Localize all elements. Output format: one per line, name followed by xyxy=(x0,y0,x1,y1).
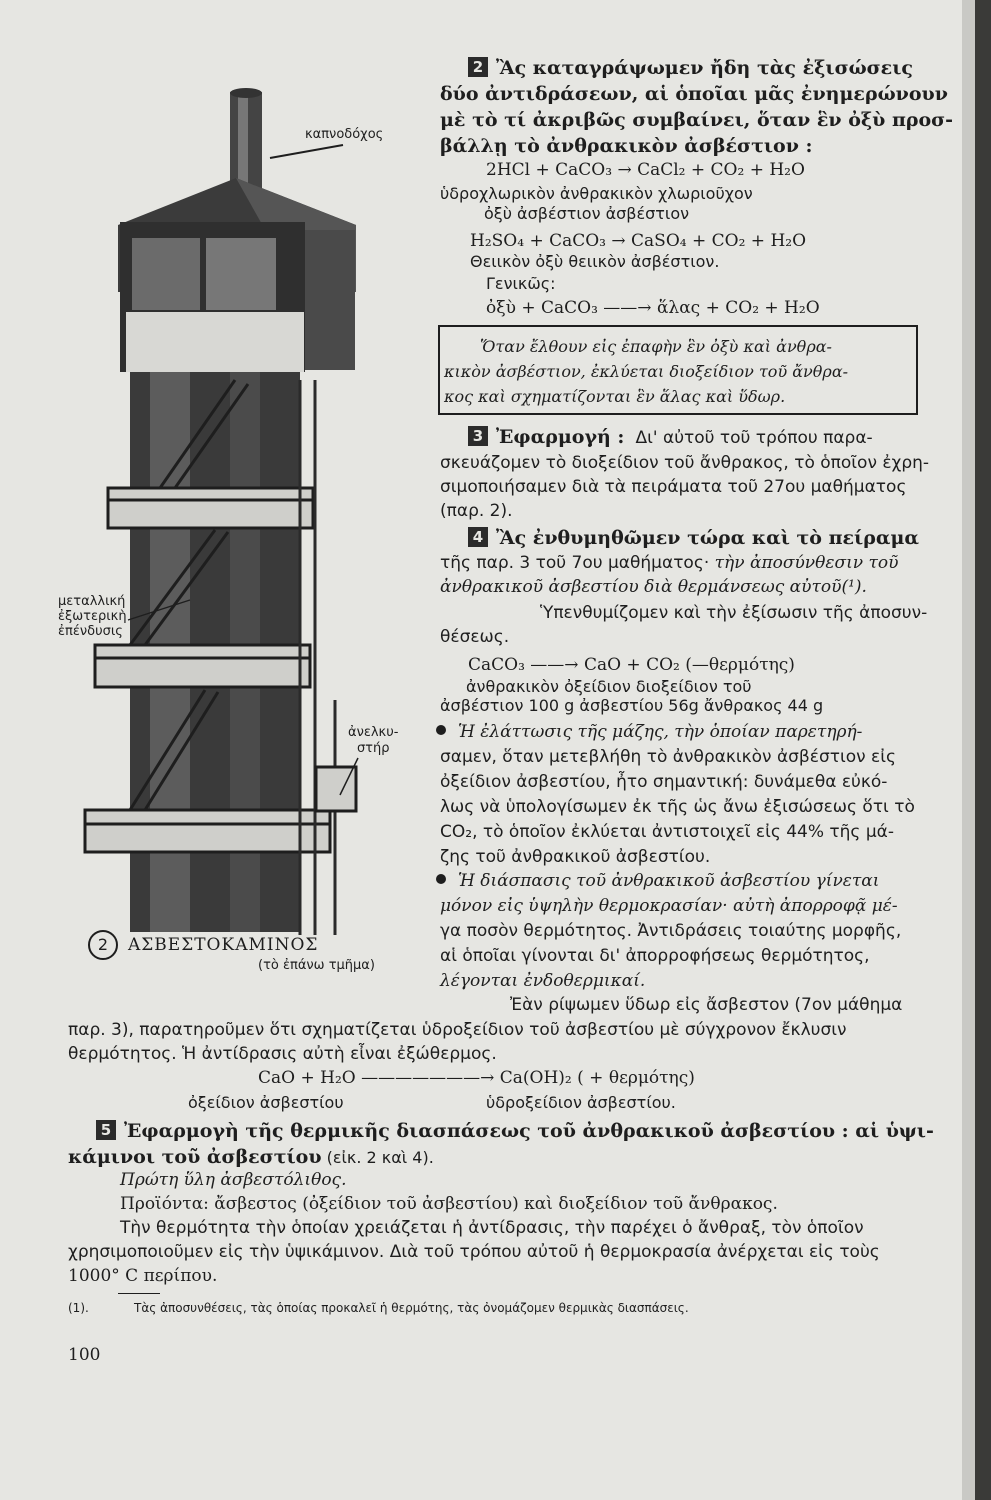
footnote-mark: (1). xyxy=(68,1301,89,1315)
label-chimney: καπνοδόχος xyxy=(305,127,384,142)
figure-subcaption: (τὸ ἐπάνω τμῆμα) xyxy=(258,958,375,973)
lime-kiln-illustration xyxy=(0,0,430,960)
raw-material: Πρώτη ὕλη ἀσβεστόλιθος. xyxy=(120,1170,347,1190)
equation-decomposition-label-2: ἀσβέστιον 100 g ἀσβεστίου 56g ἄνθρακος 44 g xyxy=(440,696,824,715)
footnote-text: Τὰς ἀποσυνθέσεις, τὰς ὁποίας προκαλεῖ ἡ θερμότης, τὰς ὀνομάζομεν θερμικὰς διασπάσεις. xyxy=(134,1301,689,1315)
section-4-heading: 4 Ἂς ἐνθυμηθῶμεν τώρα καὶ τὸ πείραμα xyxy=(468,527,919,549)
section-4-line-1: τῆς παρ. 3 τοῦ 7ου μαθήματος· τὴν ἀποσύνθεσιν τοῦ xyxy=(440,553,899,573)
page-edge-shadow xyxy=(962,0,975,1500)
section-2-intro: 2 Ἂς καταγράψωμεν ἤδη τὰς ἐξισώσεις xyxy=(468,55,913,81)
section-5-number: 5 xyxy=(96,1120,116,1140)
section-2-number: 2 xyxy=(468,57,488,77)
section-5-paragraph-3: 1000° C περίπου. xyxy=(68,1266,218,1286)
balcony-2 xyxy=(95,645,310,687)
footnote-rule xyxy=(118,1293,160,1294)
bullet-dot xyxy=(436,725,446,735)
figure-number: 2 xyxy=(88,930,118,960)
summary-box-text-cont: κικὸν ἀσβέστιον, ἐκλύεται διοξείδιον τοῦ ἄνθρα- κος καὶ σχηματίζονται ἓν ἅλας καὶ ὕδωρ. xyxy=(444,362,849,406)
equation-slaking-label-1: ὀξείδιον ἀσβεστίου xyxy=(188,1093,344,1112)
bullet-mass-loss: Ἡ ἐλάττωσις τῆς μάζης, τὴν ὁποίαν παρετηρή- xyxy=(436,720,862,745)
equation-decomposition: CaCO₃ ——→ CaO + CO₂ (—θερμότης) xyxy=(468,655,795,675)
equation-decomposition-label-1: ἀνθρακικὸν ὀξείδιον διοξείδιον τοῦ xyxy=(466,677,752,696)
bullet-dot xyxy=(436,874,446,884)
equation-hcl-label-1: ὑδροχλωρικὸν ἀνθρακικὸν χλωριοῦχον xyxy=(440,184,753,203)
general-label: Γενικῶς: xyxy=(486,274,556,293)
section-5-paragraph-1: Τὴν θερμότητα τὴν ὁποίαν χρειάζεται ἡ ἀντίδρασις, τὴν παρέχει ὁ ἄνθραξ, τὸν ὁποῖον xyxy=(120,1218,864,1238)
balcony-3 xyxy=(85,810,330,852)
figure-caption xyxy=(88,930,318,960)
section-2-intro-cont: δύο ἀντιδράσεων, αἱ ὁποῖαι μᾶς ἐνημερώνουν μὲ τὸ τί ἀκριβῶς συμβαίνει, ὅταν ἓν ὀξὺ προσ- βάλλῃ τὸ ἀνθρακικὸν ἀσβέστιον : xyxy=(440,83,954,157)
label-cladding: μεταλλική ἐξωτερικὴ ἐπένδυσις xyxy=(58,594,127,639)
section-4-line-3: Ὑπενθυμίζομεν καὶ τὴν ἐξίσωσιν τῆς ἀποσυν- xyxy=(540,603,928,623)
section-5-heading: 5 Ἐφαρμογὴ τῆς θερμικῆς διασπάσεως τοῦ ἀνθρακικοῦ ἀσβεστίου : αἱ ὑψι- xyxy=(96,1120,934,1142)
section-3-heading: 3 Ἐφαρμογή : Δι' αὐτοῦ τοῦ τρόπου παρα- xyxy=(468,426,873,448)
section-3-number: 3 xyxy=(468,426,488,446)
bullet-endothermic: Ἡ διάσπασις τοῦ ἀνθρακικοῦ ἀσβεστίου γίνεται xyxy=(436,869,879,894)
label-elevator: ἀνελκυ- στήρ xyxy=(348,725,399,756)
water-paragraph-3: θερμότητος. Ἡ ἀντίδρασις αὐτὴ εἶναι ἐξώθερμος. xyxy=(68,1044,497,1064)
water-paragraph-1: Ἐὰν ρίψωμεν ὕδωρ εἰς ἄσβεστον (7ον μάθημα xyxy=(510,995,903,1015)
equation-hcl-label-2: ὀξὺ ἀσβέστιον ἀσβέστιον xyxy=(484,204,690,223)
water-paragraph-2: παρ. 3), παρατηροῦμεν ὅτι σχηματίζεται ὑδροξείδιον τοῦ ἀσβεστίου μὲ σύγχρονον ἔκλυσιν xyxy=(68,1020,847,1040)
summary-box-text: Ὅταν ἔλθουν εἰς ἐπαφὴν ἓν ὀξὺ καὶ ἀνθρα- xyxy=(480,337,832,356)
section-4-line-2: ἀνθρακικοῦ ἀσβεστίου διὰ θερμάνσεως αὐτοῦ(¹). xyxy=(440,577,867,597)
equation-slaking-label-2: ὑδροξείδιον ἀσβεστίου. xyxy=(486,1093,676,1112)
equation-h2so4: H₂SO₄ + CaCO₃ → CaSO₄ + CO₂ + H₂O xyxy=(470,231,807,251)
bullet-endothermic-cont: μόνον εἰς ὑψηλὴν θερμοκρασίαν· αὐτὴ ἀπορροφᾷ μέ- γα ποσὸν θερμότητος. Ἀντιδράσεις τοιαύτης μορφῆς, αἱ ὁποῖαι γίνονται δι' ἀπορροφήσεως θερμότητος, λέγονται ἐνδοθερμικαί. xyxy=(440,896,902,991)
balcony-1 xyxy=(108,488,313,528)
page-number: 100 xyxy=(68,1345,101,1365)
figure-title: ΑΣΒΕΣΤΟΚΑΜΙΝΟΣ xyxy=(128,935,319,955)
equation-h2so4-label: Θειικὸν ὀξὺ θειικὸν ἀσβέστιον. xyxy=(470,252,720,271)
section-3-text: σκευάζομεν τὸ διοξείδιον τοῦ ἄνθρακος, τὸ ὁποῖον ἐχρη- σιμοποιήσαμεν διὰ τὰ πειράματα τοῦ 27ου μαθήματος (παρ. 2). xyxy=(440,453,930,521)
section-3-title: Ἐφαρμογή : xyxy=(496,426,625,448)
equation-hcl: 2HCl + CaCO₃ → CaCl₂ + CO₂ + H₂O xyxy=(486,160,805,180)
section-5-heading-cont: κάμινοι τοῦ ἀσβεστίου (εἰκ. 2 καὶ 4). xyxy=(68,1146,434,1168)
section-4-number: 4 xyxy=(468,527,488,547)
section-4-line-4: θέσεως. xyxy=(440,627,510,647)
page-edge-dark xyxy=(975,0,991,1500)
products: Προϊόντα: ἄσβεστος (ὀξείδιον τοῦ ἀσβεστίου) καὶ διοξείδιον τοῦ ἄνθρακος. xyxy=(120,1194,778,1214)
bullet-mass-loss-cont: σαμεν, ὅταν μετεβλήθη τὸ ἀνθρακικὸν ἀσβέστιον εἰς ὀξείδιον ἀσβεστίου, ἦτο σημαντική: δυνάμεθα εὐκό- λως νὰ ὑπολογίσωμεν ἐκ τῆς ὡς ἄνω ἐξισώσεως ὅτι τὸ CO₂, τὸ ὁποῖον ἐκλύεται ἀντιστοιχεῖ εἰς 44% τῆς μά- ζης τοῦ ἀνθρακικοῦ ἀσβεστίου. xyxy=(440,747,915,867)
equation-general: ὀξὺ + CaCO₃ ——→ ἅλας + CO₂ + H₂O xyxy=(486,298,820,318)
section-5-paragraph-2: χρησιμοποιοῦμεν εἰς τὴν ὑψικάμινον. Διὰ τοῦ τρόπου αὐτοῦ ἡ θερμοκρασία ἀνέρχεται εἰς τοὺς xyxy=(68,1242,880,1262)
equation-slaking: CaO + H₂O ———————→ Ca(OH)₂ ( + θερμότης) xyxy=(258,1068,695,1088)
